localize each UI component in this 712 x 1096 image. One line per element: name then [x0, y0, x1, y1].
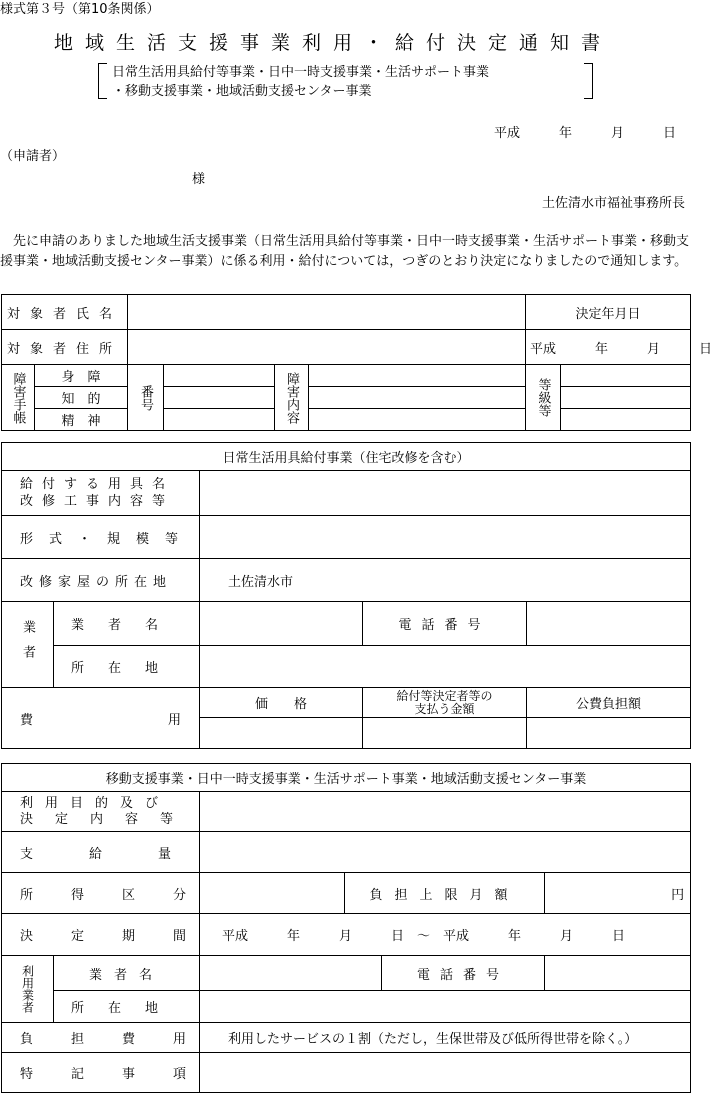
- purpose-label-1: 利用目的及び: [20, 795, 171, 811]
- purpose-label-2: 決定内容等: [20, 811, 196, 827]
- number-field-1[interactable]: [164, 365, 275, 387]
- public-burden-label: 公費負担額: [527, 688, 691, 718]
- limit-label: 負担上限月額: [345, 873, 545, 914]
- public-burden-field[interactable]: [527, 718, 691, 749]
- disability-label: 障害内容: [284, 371, 300, 424]
- cost-label-left: 費: [20, 712, 34, 728]
- payer-label-2: 支払う金額: [414, 701, 475, 716]
- vendor-name-field[interactable]: [200, 602, 363, 646]
- burden-value: 利用したサービスの１割（ただし，生保世帯及び低所得世帯を除く。）: [200, 1023, 691, 1053]
- disability-field-1[interactable]: [309, 365, 526, 387]
- item-label-2: 改修工事内容等: [20, 494, 175, 509]
- subtitle-line1: 日常生活用具給付等事業・日中一時支援事業・生活サポート事業: [112, 65, 490, 80]
- item-label-1: 給付する用具名: [20, 477, 175, 492]
- subject-address-label: 対象者住所: [2, 330, 128, 365]
- m-vendor-phone-label: 電話番号: [382, 956, 545, 991]
- number-field-2[interactable]: [164, 387, 275, 409]
- disability-field-3[interactable]: [309, 409, 526, 431]
- vendor-phone-field[interactable]: [527, 602, 691, 646]
- m-vendor-name-field[interactable]: [200, 956, 382, 991]
- remarks-label: 特記事項: [2, 1053, 200, 1093]
- location-value: 土佐清水市: [200, 559, 691, 602]
- limit-yen: 円: [545, 873, 691, 914]
- grade-field-2[interactable]: [561, 387, 691, 409]
- document-title: 地域生活支援事業利用・給付決定通知書: [54, 32, 613, 54]
- payer-label-1: 給付等決定者等の: [396, 688, 493, 703]
- item-field[interactable]: [200, 471, 691, 516]
- grade-field-3[interactable]: [561, 409, 691, 431]
- form-number: 様式第３号（第10条関係）: [0, 2, 160, 17]
- m-vendor-phone-field[interactable]: [545, 956, 691, 991]
- disability-field-2[interactable]: [309, 387, 526, 409]
- grade-field-1[interactable]: [561, 365, 691, 387]
- handbook-type-intellectual: 知 的: [35, 387, 128, 409]
- subject-name-label: 対象者氏名: [2, 295, 128, 330]
- number-field-3[interactable]: [164, 409, 275, 431]
- income-label: 所得区分: [2, 873, 200, 914]
- remarks-field[interactable]: [200, 1053, 691, 1093]
- m-vendor-address-field[interactable]: [200, 991, 691, 1023]
- location-label: 改修家屋の所在地: [2, 559, 200, 602]
- number-label: 番号: [138, 384, 154, 411]
- decision-date-label: 決定年月日: [526, 295, 691, 330]
- subject-name-field[interactable]: [128, 295, 526, 330]
- format-field[interactable]: [200, 516, 691, 559]
- issuer: 土佐清水市福祉事務所長: [541, 196, 685, 211]
- supply-label: 支給量: [2, 832, 200, 873]
- applicant-label: （申請者）: [0, 149, 66, 164]
- daily-equipment-table: [1, 442, 691, 749]
- subject-table: [1, 294, 712, 431]
- mobility-support-table: [1, 763, 691, 1093]
- period-value: 平成 年 月 日 〜 平成 年 月 日: [200, 914, 691, 956]
- right-bracket: [584, 63, 593, 99]
- left-bracket: [98, 63, 107, 99]
- vendor-address-label: 所在地: [54, 646, 200, 688]
- subtitle-line2: ・移動支援事業・地域活動支援センター事業: [112, 84, 372, 99]
- price-field[interactable]: [200, 718, 363, 749]
- m-vendor-name-label: 業者名: [54, 956, 200, 991]
- format-label: 形式・規模等: [2, 516, 200, 559]
- daily-heading: 日常生活用具給付事業（住宅改修を含む）: [2, 443, 691, 471]
- grade-label: 等級等: [535, 378, 551, 417]
- decision-date-value: 平成 年 月 日: [526, 330, 691, 365]
- payer-amount-field[interactable]: [363, 718, 527, 749]
- burden-label: 負担費用: [2, 1023, 200, 1053]
- vendor-phone-label: 電話番号: [363, 602, 527, 646]
- notice-date: 平成 年 月 日: [494, 126, 677, 141]
- subject-address-field[interactable]: [128, 330, 526, 365]
- cost-label-right: 用: [167, 712, 181, 728]
- purpose-field[interactable]: [200, 792, 691, 832]
- honorific-sama: 様: [192, 172, 206, 187]
- mobility-heading: 移動支援事業・日中一時支援事業・生活サポート事業・地域活動支援センター事業: [2, 764, 691, 792]
- m-vendor-address-label: 所在地: [54, 991, 200, 1023]
- vendor-label: 業者: [20, 619, 35, 670]
- user-vendor-label: 利用業者: [20, 965, 35, 1013]
- period-label: 決定期間: [2, 914, 200, 956]
- handbook-type-mental: 精 神: [35, 409, 128, 431]
- price-label: 価 格: [200, 688, 363, 718]
- handbook-label: 障害手帳: [10, 371, 26, 424]
- handbook-type-physical: 身 障: [35, 365, 128, 387]
- vendor-name-label: 業者名: [54, 602, 200, 646]
- vendor-address-field[interactable]: [200, 646, 691, 688]
- supply-field[interactable]: [200, 832, 691, 873]
- intro-text: 先に申請のありました地域生活支援事業（日常生活用具給付等事業・日中一時支援事業・生活サポート事業・移動支援事業・地域活動支援センター事業）に係る利用・給付については，つぎのとおり決定になりましたので通知します。: [0, 234, 690, 269]
